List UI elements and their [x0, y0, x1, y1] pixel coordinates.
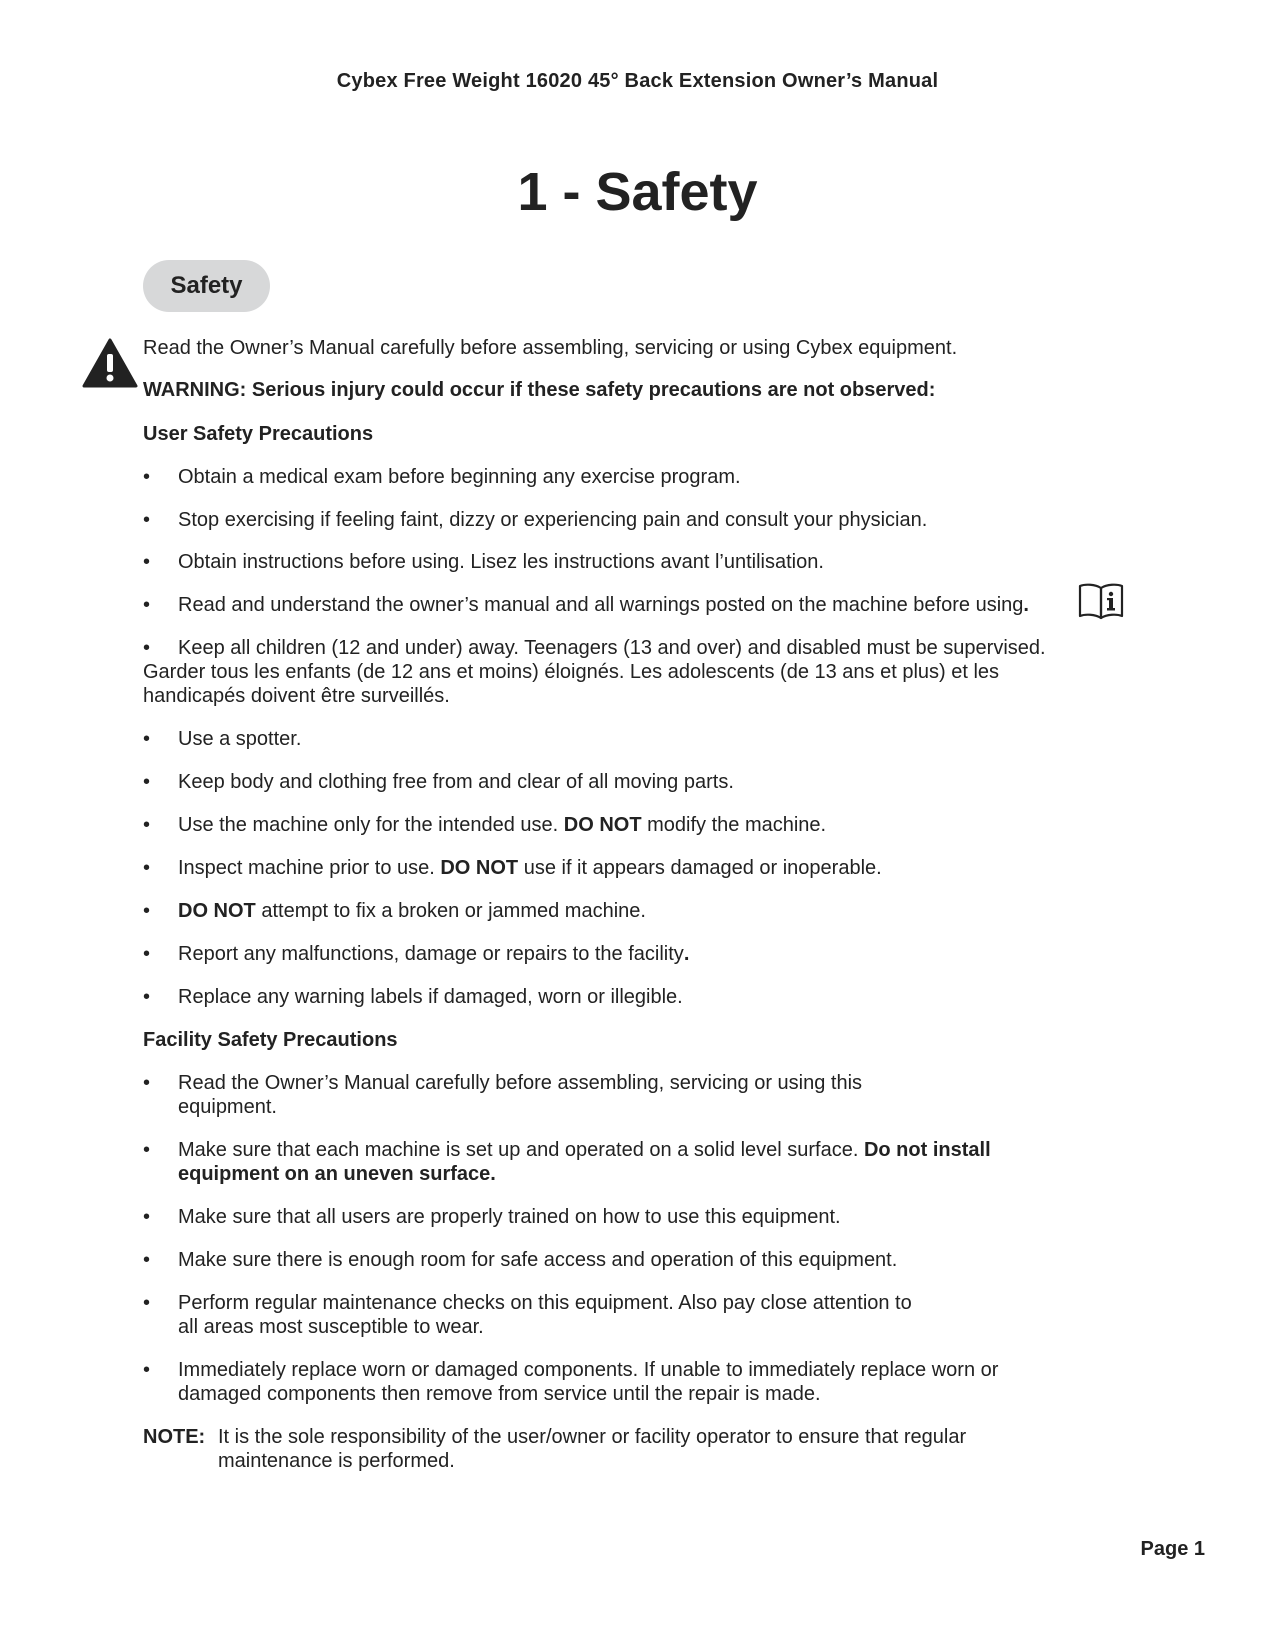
- intro-text: Read the Owner’s Manual carefully before assembling, servicing or using Cybex equipment.: [143, 337, 958, 359]
- list-item: Immediately replace worn or damaged components. If unable to immediately replace worn or: [178, 1359, 999, 1381]
- list-item-continuation: handicapés doivent être surveillés.: [143, 685, 450, 707]
- list-item: Stop exercising if feeling faint, dizzy or experiencing pain and consult your physician.: [178, 509, 928, 531]
- item-text-bold: DO NOT: [178, 900, 256, 922]
- bullet: •: [143, 1359, 151, 1381]
- list-item: [178, 1138, 991, 1163]
- item-text: use if it appears damaged or inoperable.: [518, 857, 882, 879]
- list-item-continuation: damaged components then remove from service until the repair is made.: [178, 1383, 821, 1405]
- list-item: Obtain instructions before using. Lisez les instructions avant l’untilisation.: [178, 551, 824, 573]
- document-header: Cybex Free Weight 16020 45° Back Extension Owner’s Manual: [336, 70, 939, 92]
- list-item: Make sure there is enough room for safe access and operation of this equipment.: [178, 1249, 898, 1271]
- item-text: modify the machine.: [641, 814, 827, 836]
- bullet: •: [143, 900, 151, 922]
- bullet: •: [143, 771, 151, 793]
- list-item-continuation: equipment on an uneven surface.: [178, 1163, 496, 1185]
- item-text: Use the machine only for the intended use.: [178, 814, 564, 836]
- list-item-continuation: Garder tous les enfants (de 12 ans et moins) éloignés. Les adolescents (de 13 ans et plus) et les: [143, 661, 1000, 683]
- list-item: Read the Owner’s Manual carefully before assembling, servicing or using this: [178, 1072, 863, 1094]
- item-text-bold: DO NOT: [440, 857, 519, 879]
- note-label: NOTE:: [143, 1426, 206, 1448]
- page-title: 1 - Safety: [517, 162, 758, 222]
- bullet: •: [143, 551, 151, 573]
- item-text-bold: DO NOT: [563, 814, 642, 836]
- item-text: Report any malfunctions, damage or repairs to the facility: [178, 943, 684, 965]
- facility-safety-heading: Facility Safety Precautions: [143, 1029, 398, 1051]
- list-item: Keep body and clothing free from and clear of all moving parts.: [178, 771, 734, 793]
- list-item: Make sure that all users are properly trained on how to use this equipment.: [178, 1206, 841, 1228]
- warning-text: WARNING: Serious injury could occur if these safety precautions are not observed:: [143, 379, 936, 401]
- list-item-continuation: all areas most susceptible to wear.: [178, 1316, 484, 1338]
- list-item: Keep all children (12 and under) away. Teenagers (13 and over) and disabled must be supervised.: [178, 637, 1046, 659]
- item-text: attempt to fix a broken or jammed machine.: [255, 900, 646, 922]
- bullet: •: [143, 509, 151, 531]
- warning-triangle-icon: [82, 338, 138, 388]
- item-text-bold: .: [1023, 594, 1029, 616]
- note-text-continuation: maintenance is performed.: [218, 1450, 455, 1472]
- user-safety-heading: User Safety Precautions: [143, 423, 374, 445]
- manual-info-icon: [1077, 582, 1125, 620]
- bullet: •: [143, 1206, 151, 1228]
- bullet: •: [143, 466, 151, 488]
- bullet: •: [143, 814, 151, 836]
- item-text-bold: Do not install: [863, 1139, 991, 1161]
- bullet: •: [143, 637, 151, 659]
- bullet: •: [143, 943, 151, 965]
- note-text: It is the sole responsibility of the user/owner or facility operator to ensure that regular: [218, 1426, 967, 1448]
- bullet: •: [143, 594, 151, 616]
- list-item: [178, 813, 826, 838]
- list-item: [178, 593, 1029, 618]
- item-text-bold: .: [683, 943, 690, 965]
- bullet: •: [143, 1292, 151, 1314]
- list-item: Obtain a medical exam before beginning any exercise program.: [178, 466, 741, 488]
- item-text: Read and understand the owner’s manual and all warnings posted on the machine before using: [178, 594, 1024, 616]
- bullet: •: [143, 1072, 151, 1094]
- page-number: Page 1: [1140, 1538, 1205, 1560]
- item-text: Make sure that each machine is set up and operated on a solid level surface.: [178, 1139, 864, 1161]
- list-item: [178, 942, 689, 967]
- bullet: •: [143, 986, 151, 1008]
- list-item: Use a spotter.: [178, 728, 302, 750]
- bullet: •: [143, 857, 151, 879]
- list-item-continuation: equipment.: [178, 1096, 277, 1118]
- list-item: Replace any warning labels if damaged, worn or illegible.: [178, 986, 683, 1008]
- list-item: Perform regular maintenance checks on this equipment. Also pay close attention to: [178, 1292, 912, 1314]
- bullet: •: [143, 728, 151, 750]
- item-text: Inspect machine prior to use.: [178, 857, 441, 879]
- bullet: •: [143, 1249, 151, 1271]
- list-item: [178, 856, 882, 881]
- list-item: [178, 899, 646, 924]
- section-pill: Safety: [143, 260, 270, 312]
- bullet: •: [143, 1139, 151, 1161]
